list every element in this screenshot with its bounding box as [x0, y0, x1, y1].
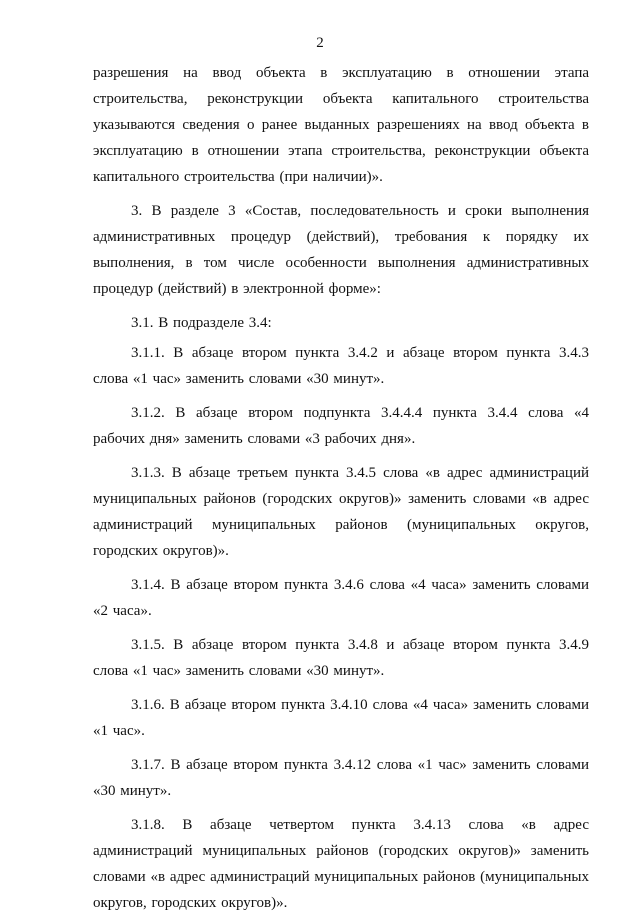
- paragraph-3-1: 3.1. В подразделе 3.4:: [131, 315, 272, 331]
- paragraph-3-1-3: 3.1.3. В абзаце третьем пункта 3.4.5 слова «в адрес администраций муниципальных районов (городских округов)» заменить словами «в адрес администраций муниципальных районов (муниципальных округов, городских округов)».: [93, 465, 589, 559]
- paragraph-3-1-2: 3.1.2. В абзаце втором подпункта 3.4.4.4 пункта 3.4.4 слова «4 рабочих дня» заменить словами «3 рабочих дня».: [93, 405, 589, 447]
- paragraph-3-1-6: 3.1.6. В абзаце втором пункта 3.4.10 слова «4 часа» заменить словами «1 час».: [93, 697, 589, 739]
- paragraph-3-1-4: 3.1.4. В абзаце втором пункта 3.4.6 слова «4 часа» заменить словами «2 часа».: [93, 577, 589, 619]
- paragraph-3-1-7: 3.1.7. В абзаце втором пункта 3.4.12 слова «1 час» заменить словами «30 минут».: [93, 757, 589, 799]
- page-number: 2: [316, 35, 324, 51]
- paragraph-permit-continuation: разрешения на ввод объекта в эксплуатацию в отношении этапа строительства, реконструкции объекта капитального строительства указываются сведения о ранее выданных разрешениях на ввод объекта в эксплуатацию в отношении этапа строительства, реконструкции объекта капитального строительства (при наличии)».: [93, 65, 589, 185]
- paragraph-3-1-1: 3.1.1. В абзаце втором пункта 3.4.2 и абзаце втором пункта 3.4.3 слова «1 час» заменить словами «30 минут».: [93, 345, 589, 387]
- document-body: [93, 60, 589, 924]
- paragraph-3-1-8: 3.1.8. В абзаце четвертом пункта 3.4.13 слова «в адрес администраций муниципальных районов (городских округов)» заменить словами «в адрес администраций муниципальных районов (муниципальных округов, городских округов)».: [93, 817, 589, 911]
- paragraph-3-1-5: 3.1.5. В абзаце втором пункта 3.4.8 и абзаце втором пункта 3.4.9 слова «1 час» заменить словами «30 минут».: [93, 637, 589, 679]
- paragraph-section-3: 3. В разделе 3 «Состав, последовательность и сроки выполнения административных процедур (действий), требования к порядку их выполнения, в том числе особенности выполнения административных процедур (действий) в электронной форме»:: [93, 203, 589, 297]
